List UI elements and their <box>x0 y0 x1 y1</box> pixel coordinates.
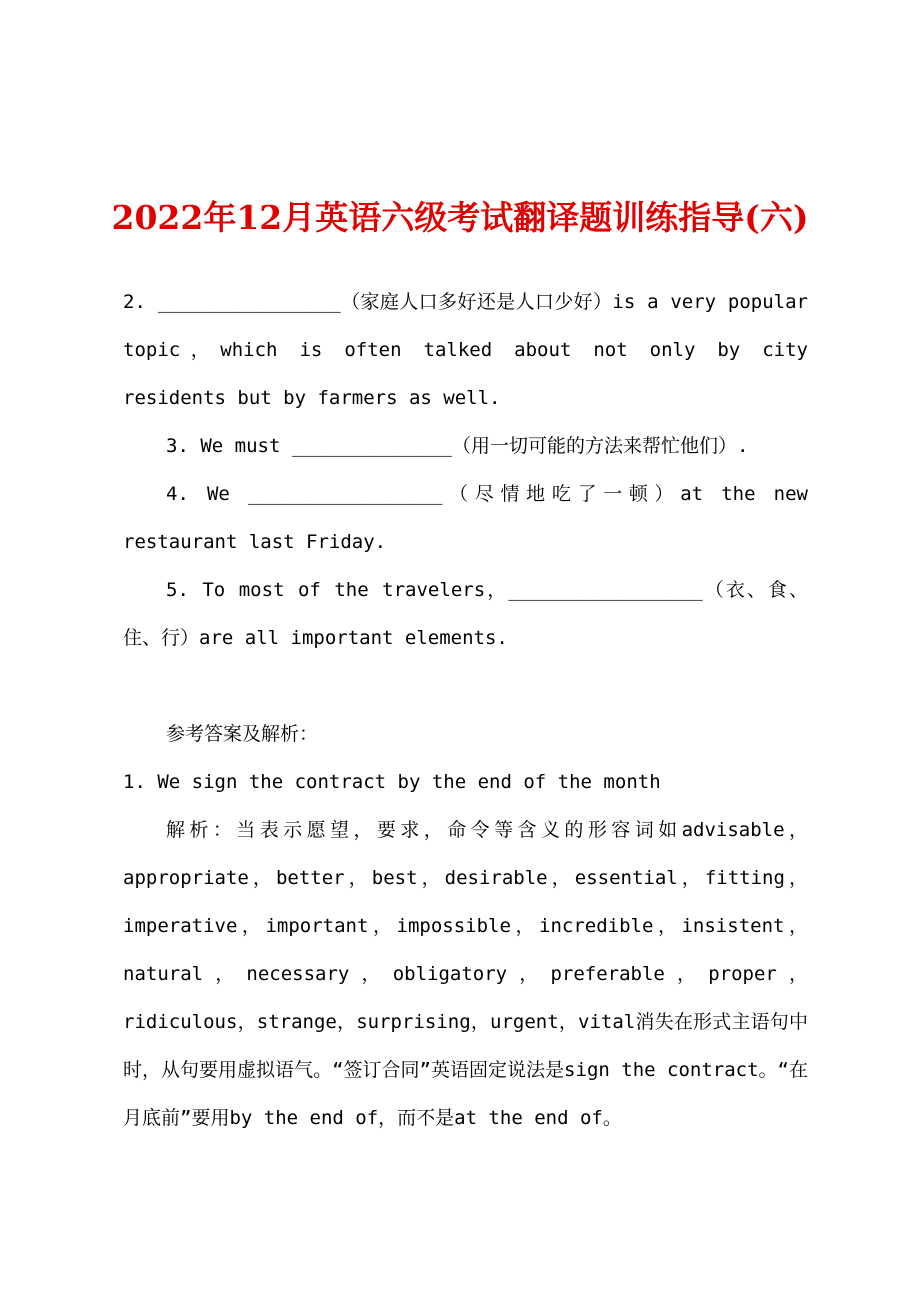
answer-1: 1. We sign the contract by the end of the month <box>123 771 661 793</box>
question-2: 2. ________________（家庭人口多好还是人口少好）is a very popular topic，which is often talked about not only by city residents but by farmers as well. <box>123 291 808 409</box>
question-4: 4. We _________________（尽情地吃了一顿）at the new restaurant last Friday. <box>123 483 808 553</box>
question-5: 5. To most of the travelers，_________________（衣、食、住、行）are all important elements. <box>123 579 808 649</box>
answer-1-explanation: 解析：当表示愿望，要求，命令等含义的形容词如advisable，appropriate，better，best，desirable，essential，fitting，imperative，important，impossible，incredible，insistent，natural，necessary，obligatory，preferable，proper，ridiculous，strange，surprising，urgent，vital消失在形式主语句中时，从句要用虚拟语气。“签订合同”英语固定说法是sign the contract。“在月底前”要用by the end of，而不是at the end of。 <box>123 819 808 1129</box>
question-3: 3. We must ______________（用一切可能的方法来帮忙他们）. <box>166 435 749 457</box>
document-title: 2022年12月英语六级考试翻译题训练指导(六) <box>111 198 809 237</box>
answers-heading: 参考答案及解析： <box>166 723 319 745</box>
spacer <box>123 662 808 710</box>
document-body <box>123 278 808 1142</box>
